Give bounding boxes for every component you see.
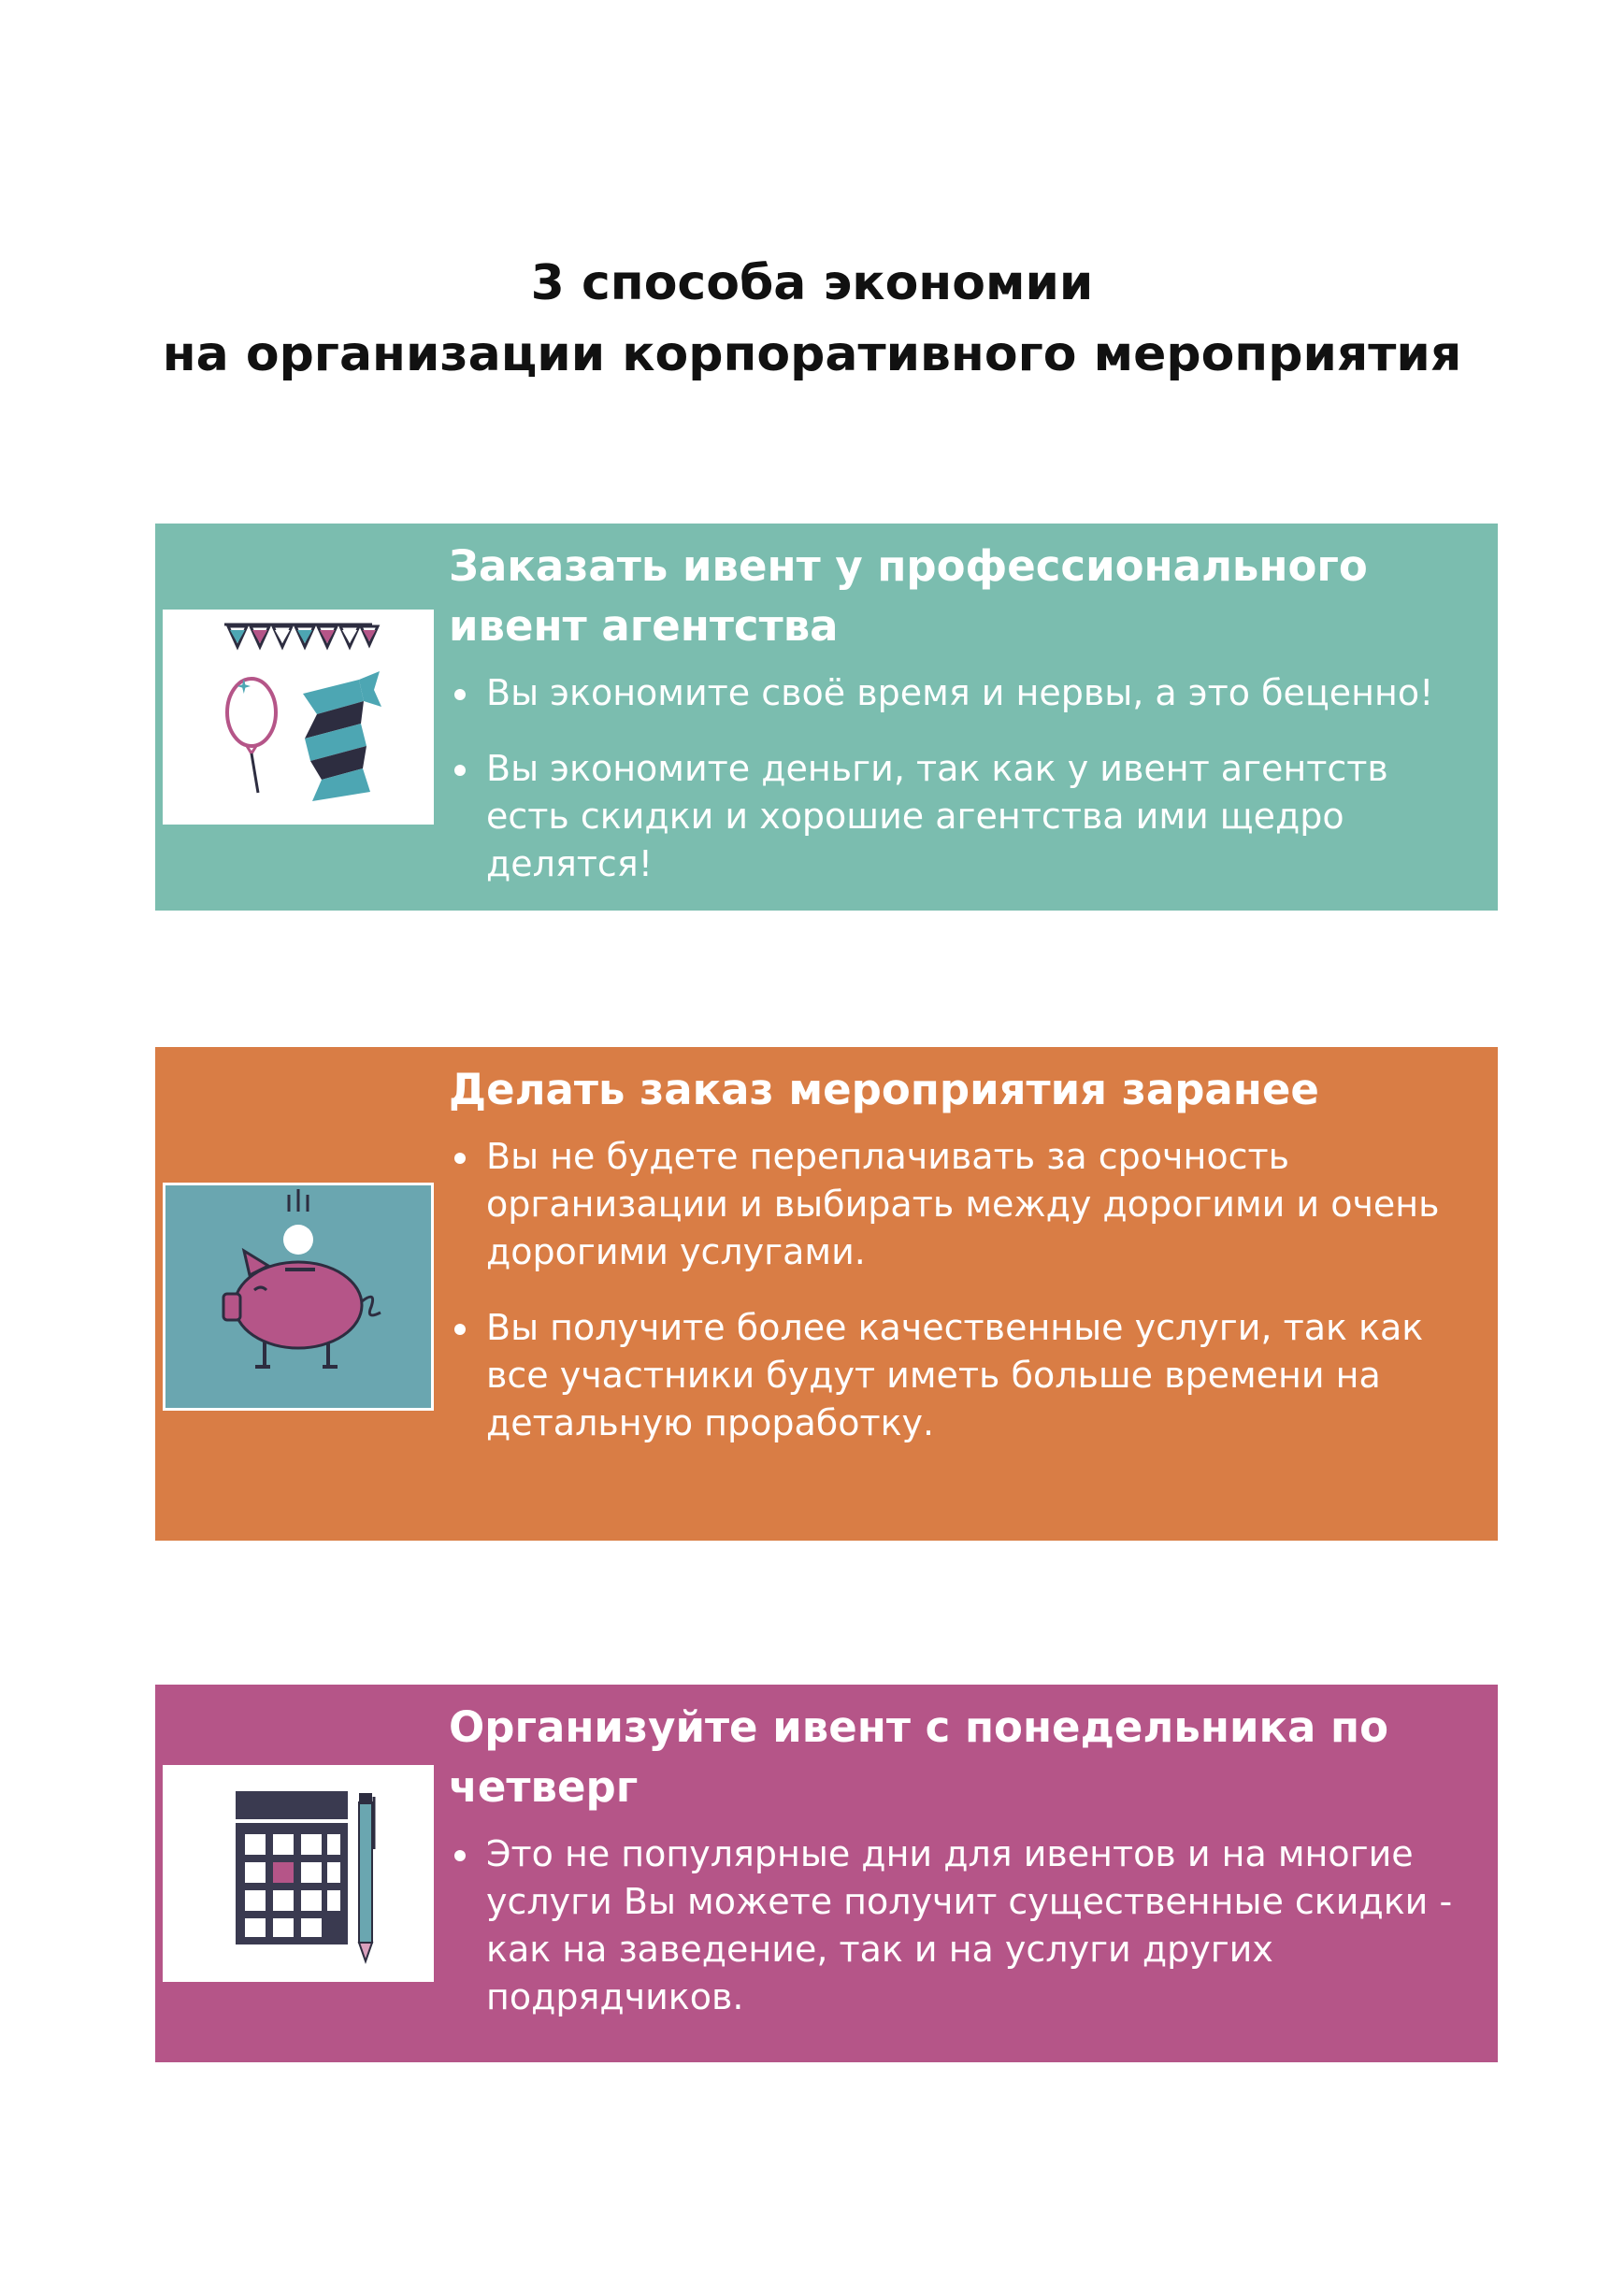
tip-bullet: Это не популярные дни для ивентов и на многие услуги Вы можете получит существенные скидки - как на заведение, так и на услуги других подрядчиков. [449,1830,1481,2021]
calendar-pen-icon [163,1765,434,1982]
page-title-line-1: 3 способа экономии [530,254,1094,311]
tip-card-body [449,1698,1481,2049]
tip-card-title: Организуйте ивент с понедельника по четверг [449,1702,1389,1812]
tip-card-agency [155,524,1498,911]
tip-bullet: Вы не будете переплачивать за срочность организации и выбирать между дорогими и очень дорогими услугами. [449,1133,1481,1276]
piggy-bank-icon [163,1183,434,1411]
tip-bullet: Вы экономите деньги, так как у ивент агентств есть скидки и хорошие агентства ими щедро делятся! [449,745,1481,888]
tip-bullet: Вы получите более качественные услуги, так как все участники будут иметь больше времени на детальную проработку. [449,1304,1481,1447]
tip-bullet: Вы экономите своё время и нервы, а это беценно! [449,669,1481,717]
tip-card-body [449,1060,1481,1475]
balloon-ribbon-bunting-icon [163,610,434,825]
tip-card-body [449,537,1481,916]
page-title [0,248,1624,390]
tip-bullet-list [449,1830,1481,2021]
tip-card-title: Делать заказ мероприятия заранее [449,1065,1319,1114]
page-title-line-2: на организации корпоративного мероприятия [162,325,1462,382]
tip-card-advance [155,1047,1498,1541]
tip-card-title: Заказать ивент у профессионального ивент агентства [449,541,1368,651]
tip-bullet-list [449,1133,1481,1447]
tip-card-weekdays [155,1685,1498,2062]
tip-bullet-list [449,669,1481,888]
